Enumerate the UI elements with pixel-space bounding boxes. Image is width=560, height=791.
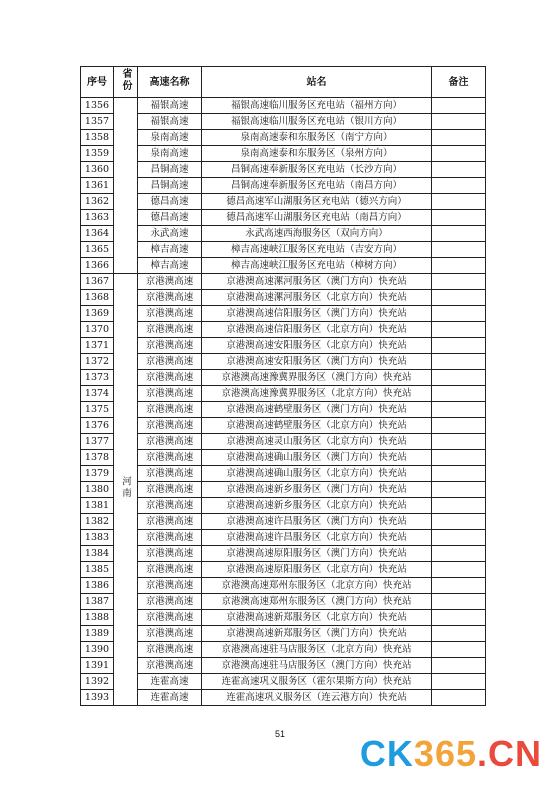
cell-remark	[432, 354, 486, 370]
cell-station: 德昌高速军山湖服务区充电站（德兴方向）	[202, 194, 432, 210]
cell-station: 京港澳高速原阳服务区（澳门方向）快充站	[202, 546, 432, 562]
cell-remark	[432, 642, 486, 658]
cell-no: 1393	[81, 690, 114, 706]
cell-highway: 京港澳高速	[138, 306, 202, 322]
cell-highway: 京港澳高速	[138, 466, 202, 482]
table-row	[81, 674, 486, 690]
table-row	[81, 146, 486, 162]
table-row	[81, 466, 486, 482]
cell-no: 1386	[81, 578, 114, 594]
cell-highway: 京港澳高速	[138, 386, 202, 402]
watermark-part-cn: .CN	[477, 733, 542, 774]
cell-station: 京港澳高速漯河服务区（北京方向）快充站	[202, 290, 432, 306]
cell-remark	[432, 146, 486, 162]
cell-station: 昌铜高速奉新服务区充电站（长沙方向）	[202, 162, 432, 178]
cell-station: 昌铜高速奉新服务区充电站（南昌方向）	[202, 178, 432, 194]
cell-highway: 京港澳高速	[138, 482, 202, 498]
cell-station: 京港澳高速新乡服务区（北京方向）快充站	[202, 498, 432, 514]
cell-no: 1363	[81, 210, 114, 226]
cell-highway: 京港澳高速	[138, 450, 202, 466]
cell-remark	[432, 210, 486, 226]
header-province	[114, 67, 138, 98]
cell-remark	[432, 290, 486, 306]
cell-station: 福银高速临川服务区充电站（银川方向）	[202, 114, 432, 130]
cell-remark	[432, 610, 486, 626]
table-row	[81, 162, 486, 178]
cell-remark	[432, 674, 486, 690]
header-province-text: 省份	[120, 68, 131, 92]
cell-remark	[432, 274, 486, 290]
cell-highway: 樟吉高速	[138, 258, 202, 274]
cell-remark	[432, 434, 486, 450]
table-row	[81, 530, 486, 546]
table-row	[81, 514, 486, 530]
cell-remark	[432, 194, 486, 210]
cell-no: 1384	[81, 546, 114, 562]
table-row	[81, 98, 486, 114]
cell-remark	[432, 178, 486, 194]
cell-station: 京港澳高速驻马店服务区（北京方向）快充站	[202, 642, 432, 658]
table-row	[81, 450, 486, 466]
cell-no: 1364	[81, 226, 114, 242]
table-row	[81, 402, 486, 418]
cell-station: 京港澳高速新乡服务区（澳门方向）快充站	[202, 482, 432, 498]
cell-remark	[432, 466, 486, 482]
cell-remark	[432, 546, 486, 562]
cell-station: 樟吉高速峡江服务区充电站（吉安方向）	[202, 242, 432, 258]
cell-station: 京港澳高速新郑服务区（澳门方向）快充站	[202, 626, 432, 642]
cell-no: 1361	[81, 178, 114, 194]
table-row	[81, 594, 486, 610]
cell-station: 京港澳高速郑州东服务区（澳门方向）快充站	[202, 594, 432, 610]
cell-highway: 德昌高速	[138, 210, 202, 226]
table-row	[81, 306, 486, 322]
table-row	[81, 626, 486, 642]
cell-station: 京港澳高速新郑服务区（北京方向）快充站	[202, 610, 432, 626]
header-remark: 备注	[432, 67, 486, 98]
cell-station: 京港澳高速漯河服务区（澳门方向）快充站	[202, 274, 432, 290]
table-header-row	[81, 67, 486, 98]
cell-no: 1371	[81, 338, 114, 354]
table-row	[81, 546, 486, 562]
cell-remark	[432, 514, 486, 530]
cell-remark	[432, 578, 486, 594]
cell-no: 1385	[81, 562, 114, 578]
cell-remark	[432, 498, 486, 514]
header-no: 序号	[81, 67, 114, 98]
table-row	[81, 498, 486, 514]
watermark-logo	[360, 733, 542, 775]
cell-highway: 京港澳高速	[138, 562, 202, 578]
cell-highway: 泉南高速	[138, 130, 202, 146]
cell-station: 京港澳高速豫冀界服务区（澳门方向）快充站	[202, 370, 432, 386]
table-row	[81, 130, 486, 146]
cell-highway: 昌铜高速	[138, 162, 202, 178]
cell-no: 1367	[81, 274, 114, 290]
cell-station: 福银高速临川服务区充电站（福州方向）	[202, 98, 432, 114]
cell-highway: 昌铜高速	[138, 178, 202, 194]
cell-station: 京港澳高速鹤壁服务区（北京方向）快充站	[202, 418, 432, 434]
cell-highway: 京港澳高速	[138, 546, 202, 562]
cell-highway: 京港澳高速	[138, 274, 202, 290]
cell-no: 1358	[81, 130, 114, 146]
cell-no: 1391	[81, 658, 114, 674]
cell-station: 京港澳高速许昌服务区（澳门方向）快充站	[202, 514, 432, 530]
table-row	[81, 274, 486, 290]
cell-station: 京港澳高速郑州东服务区（北京方向）快充站	[202, 578, 432, 594]
cell-station: 泉南高速泰和东服务区（泉州方向）	[202, 146, 432, 162]
cell-station: 樟吉高速峡江服务区充电站（樟树方向）	[202, 258, 432, 274]
cell-no: 1389	[81, 626, 114, 642]
station-table	[80, 66, 486, 706]
cell-highway: 樟吉高速	[138, 242, 202, 258]
page-number: 51	[274, 729, 285, 739]
table-row	[81, 226, 486, 242]
table-row	[81, 434, 486, 450]
cell-remark	[432, 162, 486, 178]
cell-no: 1370	[81, 322, 114, 338]
table-row	[81, 258, 486, 274]
cell-station: 京港澳高速灵山服务区（北京方向）快充站	[202, 434, 432, 450]
cell-remark	[432, 130, 486, 146]
cell-highway: 京港澳高速	[138, 418, 202, 434]
cell-province-group-1	[114, 98, 138, 274]
table-row	[81, 562, 486, 578]
table-row	[81, 658, 486, 674]
cell-no: 1359	[81, 146, 114, 162]
cell-no: 1390	[81, 642, 114, 658]
cell-remark	[432, 338, 486, 354]
header-highway: 高速名称	[138, 67, 202, 98]
cell-highway: 泉南高速	[138, 146, 202, 162]
cell-station: 京港澳高速鹤壁服务区（澳门方向）快充站	[202, 402, 432, 418]
cell-no: 1378	[81, 450, 114, 466]
cell-highway: 京港澳高速	[138, 354, 202, 370]
cell-highway: 京港澳高速	[138, 626, 202, 642]
table-row	[81, 354, 486, 370]
cell-station: 京港澳高速许昌服务区（北京方向）快充站	[202, 530, 432, 546]
table-row	[81, 210, 486, 226]
cell-no: 1360	[81, 162, 114, 178]
cell-remark	[432, 530, 486, 546]
cell-no: 1368	[81, 290, 114, 306]
cell-highway: 连霍高速	[138, 674, 202, 690]
cell-station: 京港澳高速信阳服务区（澳门方向）快充站	[202, 306, 432, 322]
cell-remark	[432, 626, 486, 642]
cell-no: 1373	[81, 370, 114, 386]
cell-remark	[432, 386, 486, 402]
header-station: 站名	[202, 67, 432, 98]
table-row	[81, 386, 486, 402]
watermark-part-365: 365	[413, 733, 477, 774]
cell-remark	[432, 226, 486, 242]
cell-remark	[432, 418, 486, 434]
cell-no: 1365	[81, 242, 114, 258]
cell-highway: 京港澳高速	[138, 338, 202, 354]
cell-highway: 京港澳高速	[138, 578, 202, 594]
cell-no: 1362	[81, 194, 114, 210]
cell-highway: 福银高速	[138, 98, 202, 114]
cell-highway: 京港澳高速	[138, 322, 202, 338]
cell-highway: 京港澳高速	[138, 402, 202, 418]
cell-station: 连霍高速巩义服务区（连云港方向）快充站	[202, 690, 432, 706]
table-row	[81, 242, 486, 258]
cell-highway: 京港澳高速	[138, 594, 202, 610]
cell-station: 京港澳高速确山服务区（北京方向）快充站	[202, 466, 432, 482]
cell-highway: 永武高速	[138, 226, 202, 242]
cell-no: 1382	[81, 514, 114, 530]
cell-highway: 京港澳高速	[138, 498, 202, 514]
cell-highway: 德昌高速	[138, 194, 202, 210]
table-row	[81, 114, 486, 130]
cell-highway: 京港澳高速	[138, 658, 202, 674]
cell-no: 1387	[81, 594, 114, 610]
cell-station: 京港澳高速驻马店服务区（澳门方向）快充站	[202, 658, 432, 674]
cell-highway: 京港澳高速	[138, 434, 202, 450]
cell-remark	[432, 322, 486, 338]
cell-highway: 京港澳高速	[138, 610, 202, 626]
table-body	[81, 98, 486, 706]
cell-no: 1356	[81, 98, 114, 114]
cell-no: 1357	[81, 114, 114, 130]
cell-no: 1392	[81, 674, 114, 690]
table-row	[81, 642, 486, 658]
cell-remark	[432, 658, 486, 674]
watermark-part-ck: CK	[359, 733, 414, 774]
table-row	[81, 178, 486, 194]
cell-highway: 福银高速	[138, 114, 202, 130]
cell-station: 永武高速西海服务区（双向方向）	[202, 226, 432, 242]
cell-station: 京港澳高速安阳服务区（澳门方向）快充站	[202, 354, 432, 370]
cell-no: 1379	[81, 466, 114, 482]
cell-remark	[432, 562, 486, 578]
cell-remark	[432, 690, 486, 706]
table-row	[81, 610, 486, 626]
province-label: 河南	[120, 475, 131, 499]
cell-no: 1366	[81, 258, 114, 274]
table-row	[81, 338, 486, 354]
cell-station: 连霍高速巩义服务区（霍尔果斯方向）快充站	[202, 674, 432, 690]
table-row	[81, 418, 486, 434]
cell-remark	[432, 258, 486, 274]
cell-remark	[432, 594, 486, 610]
cell-no: 1377	[81, 434, 114, 450]
table-row	[81, 290, 486, 306]
cell-station: 京港澳高速原阳服务区（北京方向）快充站	[202, 562, 432, 578]
cell-no: 1376	[81, 418, 114, 434]
cell-no: 1372	[81, 354, 114, 370]
cell-highway: 京港澳高速	[138, 530, 202, 546]
cell-no: 1383	[81, 530, 114, 546]
cell-station: 京港澳高速信阳服务区（北京方向）快充站	[202, 322, 432, 338]
cell-remark	[432, 114, 486, 130]
cell-no: 1380	[81, 482, 114, 498]
cell-highway: 京港澳高速	[138, 370, 202, 386]
cell-no: 1374	[81, 386, 114, 402]
cell-remark	[432, 402, 486, 418]
table-row	[81, 482, 486, 498]
cell-station: 泉南高速泰和东服务区（南宁方向）	[202, 130, 432, 146]
cell-station: 京港澳高速安阳服务区（北京方向）快充站	[202, 338, 432, 354]
cell-highway: 京港澳高速	[138, 290, 202, 306]
table-row	[81, 322, 486, 338]
cell-remark	[432, 482, 486, 498]
cell-no: 1388	[81, 610, 114, 626]
cell-no: 1381	[81, 498, 114, 514]
cell-remark	[432, 98, 486, 114]
table-row	[81, 194, 486, 210]
cell-highway: 京港澳高速	[138, 642, 202, 658]
cell-province-group-2	[114, 274, 138, 706]
cell-highway: 连霍高速	[138, 690, 202, 706]
cell-remark	[432, 370, 486, 386]
cell-no: 1369	[81, 306, 114, 322]
cell-remark	[432, 450, 486, 466]
table-row	[81, 370, 486, 386]
cell-remark	[432, 242, 486, 258]
cell-highway: 京港澳高速	[138, 514, 202, 530]
cell-station: 德昌高速军山湖服务区充电站（南昌方向）	[202, 210, 432, 226]
table-row	[81, 690, 486, 706]
cell-no: 1375	[81, 402, 114, 418]
cell-station: 京港澳高速确山服务区（澳门方向）快充站	[202, 450, 432, 466]
table-row	[81, 578, 486, 594]
cell-remark	[432, 306, 486, 322]
cell-station: 京港澳高速豫冀界服务区（北京方向）快充站	[202, 386, 432, 402]
